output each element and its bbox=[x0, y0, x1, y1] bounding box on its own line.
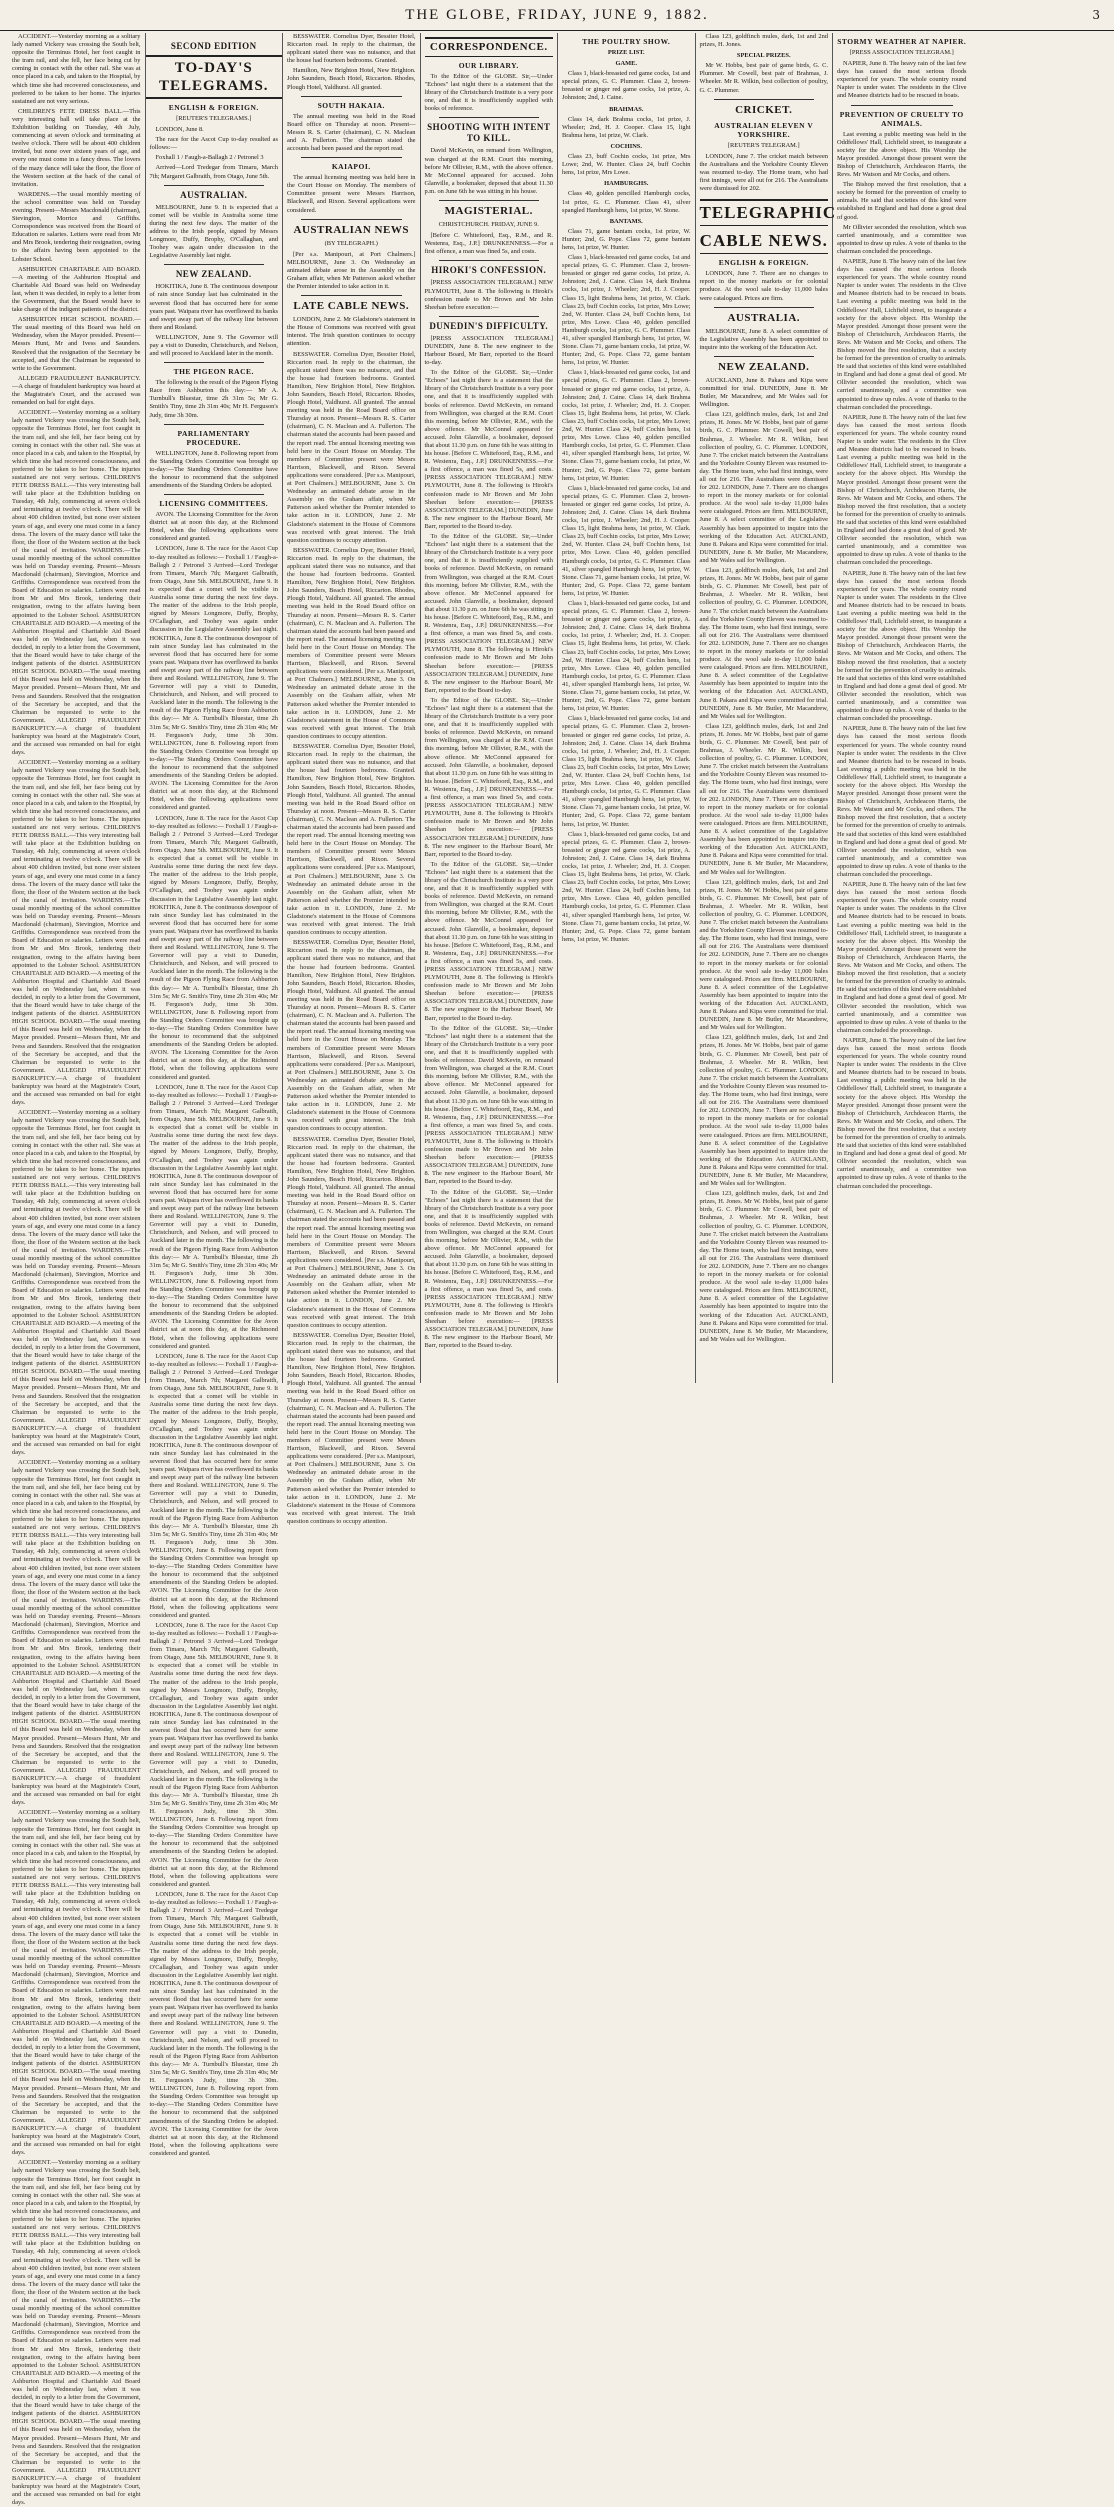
column-7-filler bbox=[837, 258, 967, 1191]
article-fancy-dress-ball: CHILDREN'S FETE DRESS BALL.—This very interesting ball will take place at the Exhibition building on Tuesday, 4th July, commencing at seven o'clock and terminating at twelve o'clock. There will be about 400 children invited, but none over sixteen years of age, and every one must come in a fancy dress. The lovers of the mazy dance will take the floor, the floor of the Western section at the back of the canal of invitation. bbox=[12, 107, 141, 188]
licensing-continued: BESSWATER. Cornelius Dyer, Bessiter Hotel, Riccarton road. In reply to the chairman, the applicant stated there was no nuisance, and that the house had fourteen bedrooms. Granted. bbox=[287, 33, 416, 65]
english-foreign-heading: ENGLISH & FOREIGN. bbox=[168, 103, 259, 112]
english-foreign-subheading: ENGLISH & FOREIGN. bbox=[718, 258, 809, 268]
masthead bbox=[0, 0, 1114, 31]
column-text-texture: LONDON, June 8. The race for the Ascot Cup to-day resulted as follows:— Foxhall 1 / Faugh-a-Ballagh 2 / Petronel 3 Arrived—Lord Tredegar from Timaru, March 7th; Margaret Galbraith, from Otago, June 5th. MELBOURNE, June 9. It is expected that a comet will be visible in Australia some time during the next few days. The matter of the address to the Irish people, signed by Messrs Longmore, Duffy, Brophy, O'Callaghan, and Toohey was again under discussion in the Legislative Assembly last night. HOKITIKA, June 8. The continuous downpour of rain since Sunday last has culminated in the severest flood that has occurred here for some years past. Waipara river has overflowed its banks and swept away part of the railway line between there and Rosland. WELLINGTON, June 9. The Governor will pay a visit to Dunedin, Christchurch, and Nelson, and will proceed to Auckland later in the month. The following is the result of the Pigeon Flying Race from Ashburton this day:— Mr A. Turnbull's Bluestar, time 2h 31m 5s; Mr G. Smith's Tiny, time 2h 31m 40s; Mr H. Ferguson's Judy, time 3h 30m. WELLINGTON, June 8. Following report from the Standing Orders Committee was brought up to-day:—The Standing Orders Committee have the honour to recommend that the subjoined amendments of the Standing Orders be adopted. AVON. The Licensing Committee for the Avon district sat at noon this day, at the Richmond Hotel, when the following applications were considered and granted. bbox=[149, 545, 278, 812]
prevention-cruelty-heading: PREVENTION OF CRUELTY TO ANIMALS. bbox=[839, 109, 964, 128]
article-high-school-board: ASHBURTON HIGH SCHOOL BOARD.—The usual meeting of this Board was held on Wednesday, when the Mayor presided. Present—Messrs Hunt, Mr and Ivess and Saunders. Resolved that the resignation of the Secretary be accepted, and that the Chairman be requested to write to the Government. bbox=[12, 316, 141, 372]
column-text-texture: LONDON, June 8. The race for the Ascot Cup to-day resulted as follows:— Foxhall 1 / Faugh-a-Ballagh 2 / Petronel 3 Arrived—Lord Tredegar from Timaru, March 7th; Margaret Galbraith, from Otago, June 5th. MELBOURNE, June 9. It is expected that a comet will be visible in Australia some time during the next few days. The matter of the address to the Irish people, signed by Messrs Longmore, Duffy, Brophy, O'Callaghan, and Toohey was again under discussion in the Legislative Assembly last night. HOKITIKA, June 8. The continuous downpour of rain since Sunday last has culminated in the severest flood that has occurred here for some years past. Waipara river has overflowed its banks and swept away part of the railway line between there and Rosland. WELLINGTON, June 9. The Governor will pay a visit to Dunedin, Christchurch, and Nelson, and will proceed to Auckland later in the month. The following is the result of the Pigeon Flying Race from Ashburton this day:— Mr A. Turnbull's Bluestar, time 2h 31m 5s; Mr G. Smith's Tiny, time 2h 31m 40s; Mr H. Ferguson's Judy, time 3h 30m. WELLINGTON, June 8. Following report from the Standing Orders Committee was brought up to-day:—The Standing Orders Committee have the honour to recommend that the subjoined amendments of the Standing Orders be adopted. AVON. The Licensing Committee for the Avon district sat at noon this day, at the Richmond Hotel, when the following applications were considered and granted. bbox=[149, 1083, 278, 1350]
kaiapoi-heading: KAIAPOI. bbox=[331, 162, 371, 172]
column-text-texture: ACCIDENT.—Yesterday morning as a solitary lady named Vickery was crossing the South belt, opposite the Terminus Hotel, her foot caught in the tram rail, and she fell, her face being cut by coming in contact with the other rail. She was at once placed in a cab, and taken to the Hospital, by which time she had recovered consciousness, and preferred to be taken to her home. The injuries sustained are not very serious. CHILDREN'S FETE DRESS BALL.—This very interesting ball will take place at the Exhibition building on Tuesday, 4th July, commencing at seven o'clock and terminating at twelve o'clock. There will be about 400 children invited, but none over sixteen years of age, and every one must come in a fancy dress. The lovers of the mazy dance will take the floor, the floor of the Western section at the back of the canal of invitation. WARDENS.—The usual monthly meeting of the school committee was held on Tuesday evening. Present—Messrs Macdonald (chairman), Stevington, Morrice and Griffiths. Correspondence was received from the Board of Education re salaries. Letters were read from Mr and Mrs Brook, tendering their resignation, owing to the affairs having been appointed to the Lobster School. ASHBURTON CHARITABLE AID BOARD.—A meeting of the Ashburton Hospital and Charitable Aid Board was held on Wednesday last, when it was decided, in reply to a letter from the Government, that the Board would have to take charge of the indigent patients of the district. ASHBURTON HIGH SCHOOL BOARD.—The usual meeting of this Board was held on Wednesday, when the Mayor presided. Present—Messrs Hunt, Mr and Ivess and Saunders. Resolved that the resignation of the Secretary be accepted, and that the Chairman be requested to write to the Government. ALLEGED FRAUDULENT BANKRUPTCY.—A charge of fraudulent bankruptcy was heard at the Magistrate's Court, and the accused was remanded on bail for eight days. bbox=[12, 759, 141, 1107]
new-zealand-heading: NEW ZEALAND. bbox=[175, 269, 252, 280]
masthead-title: THE GLOBE, FRIDAY, JUNE 9, 1882. bbox=[405, 7, 709, 23]
licensing-avon: AVON. The Licensing Committee for the Avon district sat at noon this day, at the Richmond Hotel, when the following applications were considered and granted. bbox=[149, 511, 278, 543]
prevention-cruelty-report: Last evening a public meeting was held in the Oddfellows' Hall, Lichfield street, to inaugurate a society for the above object. His Worship the Mayor presided. Amongst those present were the Bishop of Christchurch, Archdeacon Harris, the Revs. Mr Watson and Mr Cocks, and others. bbox=[837, 130, 967, 179]
column-3 bbox=[283, 33, 421, 1525]
column-1 bbox=[8, 33, 146, 2507]
column-text-texture: Class 1, black-breasted red game cocks, 1st and special prizes, G. C. Plummer. Class 2, brown-breasted or ginger red game cocks, 1st prize, A. Johnston; 2nd, J. Caine. Class 14, dark Brahma cocks, 1st prize, J. Wheeler; 2nd, H. J. Cooper. Class 15, light Brahma hens, 1st prize, W. Clark. Class 23, buff Cochin cocks, 1st prize, Mrs Lowe; 2nd, W. Hunter. Class 24, buff Cochin hens, 1st prize, Mrs Lowe. Class 40, golden pencilled Hamburgh cocks, 1st prize, G. C. Plummer. Class 41, silver spangled Hamburgh hens, 1st prize, W. Stone. Class 71, game bantam cocks, 1st prize, W. Hunter; 2nd, G. Pope. Class 72, game bantam hens, 1st prize, W. Hunter. bbox=[562, 830, 691, 943]
dunedin-report: [PRESS ASSOCIATION TELEGRAM.] DUNEDIN, June 8. The new engineer to the Harbour Board, Mr Barr, reported to the Board to-day. bbox=[424, 334, 553, 367]
new-zealand-heading-2: NEW ZEALAND. bbox=[718, 360, 810, 373]
column-text-texture: To the Editor of the GLOBE. Sir,—Under "Echoes" last night there is a statement that the library of the Christchurch Institute is a very poor one, and that it is insufficiently supplied with books of reference. David McKevin, on remand from Wellington, was charged at the R.M. Court this morning, before Mr Ollivier, R.M., with the above offence. Mr McConnel appeared for accused. John Glanville, a bookmaker, deposed that about 11.30 p.m. on June 6th he was sitting in his house. [Before C. Whitefoord, Esq., R.M., and R. Westenra, Esq., J.P.] DRUNKENNESS.—For a first offence, a man was fined 5s, and costs. [PRESS ASSOCIATION TELEGRAM.] NEW PLYMOUTH, June 8. The following is Hiroki's confession made to Mr Brown and Mr John Sheehan before execution:— [PRESS ASSOCIATION TELEGRAM.] DUNEDIN, June 8. The new engineer to the Harbour Board, Mr Barr, reported to the Board to-day. bbox=[424, 1188, 553, 1350]
column-text-texture: BESSWATER. Cornelius Dyer, Bessiter Hotel, Riccarton road. In reply to the chairman, the applicant stated there was no nuisance, and that the house had fourteen bedrooms. Granted. Hamilton, New Brighton Hotel, New Brighton. John Saunders, Beach Hotel, Riccarton. Rhodes, Plough Hotel, Yaldhurst. All granted. The annual meeting was held in the Road Board office on Thursday at noon. Present—Messrs R. S. Carter (chairman), C. N. Maclean and A. Fullerton. The chairman stated the accounts had been passed and the report read. The annual licensing meeting was held here in the Court House on Monday. The members of Committee present were Messrs Harrison, Blackwell, and Rixon. Several applications were considered. [Per s.s. Manipouri, at Port Chalmers.] MELBOURNE, June 3. On Wednesday an animated debate arose in the Assembly on the Graham affair, when Mr Patterson asked whether the Premier intended to take action in it. LONDON, June 2. Mr Gladstone's statement in the House of Commons was received with great interest. The Irish question continues to occupy attention. bbox=[287, 546, 416, 740]
melbourne-report: MELBOURNE, June 9. It is expected that a comet will be visible in Australia some time during the next few days. The matter of the address to the Irish people, signed by Messrs Longmore, Duffy, Brophy, O'Callaghan, and Toohey was again under discussion in the Legislative Assembly last night. bbox=[149, 203, 278, 260]
divider bbox=[301, 219, 402, 220]
south-rakaia-report: The annual meeting was held in the Road Board office on Thursday at noon. Present—Messrs R. S. Carter (chairman), C. N. Maclean and A. Fullerton. The chairman stated the accounts had been passed and the report read. bbox=[287, 112, 416, 153]
poultry-show-heading: THE POULTRY SHOW. bbox=[582, 37, 671, 46]
divider bbox=[439, 260, 540, 261]
late-cable-news-report: LONDON, June 2. Mr Gladstone's statement in the House of Commons was received with great interest. The Irish question continues to occupy attention. bbox=[287, 316, 416, 348]
cochins-heading: COCHINS. bbox=[610, 142, 642, 150]
divider bbox=[439, 117, 540, 118]
cricket-heading: CRICKET. bbox=[735, 103, 793, 116]
column-text-texture: LONDON, June 8. The race for the Ascot Cup to-day resulted as follows:— Foxhall 1 / Faugh-a-Ballagh 2 / Petronel 3 Arrived—Lord Tredegar from Timaru, March 7th; Margaret Galbraith, from Otago, June 5th. MELBOURNE, June 9. It is expected that a comet will be visible in Australia some time during the next few days. The matter of the address to the Irish people, signed by Messrs Longmore, Duffy, Brophy, O'Callaghan, and Toohey was again under discussion in the Legislative Assembly last night. HOKITIKA, June 8. The continuous downpour of rain since Sunday last has culminated in the severest flood that has occurred here for some years past. Waipara river has overflowed its banks and swept away part of the railway line between there and Rosland. WELLINGTON, June 9. The Governor will pay a visit to Dunedin, Christchurch, and Nelson, and will proceed to Auckland later in the month. The following is the result of the Pigeon Flying Race from Ashburton this day:— Mr A. Turnbull's Bluestar, time 2h 31m 5s; Mr G. Smith's Tiny, time 2h 31m 40s; Mr H. Ferguson's Judy, time 3h 30m. WELLINGTON, June 8. Following report from the Standing Orders Committee was brought up to-day:—The Standing Orders Committee have the honour to recommend that the subjoined amendments of the Standing Orders be adopted. AVON. The Licensing Committee for the Avon district sat at noon this day, at the Richmond Hotel, when the following applications were considered and granted. bbox=[149, 1890, 278, 2157]
prevention-cruelty-report-2: The Bishop moved the first resolution, that a society be formed for the prevention of cruelty to animals. He said that societies of this kind were established in England and had done a great deal of good. bbox=[837, 181, 967, 221]
arrivals: Arrived—Lord Tredegar from Timaru, March 7th; Margaret Galbraith, from Otago, June 5th. bbox=[149, 164, 278, 180]
telegraphic-heading: TELEGRAPHIC bbox=[700, 199, 829, 226]
column-text-texture: Class 123, goldfinch mules, dark, 1st and 2nd prizes, H. Jones. Mr W. Hobbs, best pair of game birds, G. C. Plummer. Mr Cowell, best pair of Brahmas, J. Wheeler. Mr R. Wilkin, best collection of poultry, G. C. Plummer. LONDON, June 7. The cricket match between the Australians and the Yorkshire County Eleven was resumed to-day. The Home team, who had first innings, were all out for 216. The Australians were dismissed for 202. LONDON, June 7. There are no changes to report in the money markets or for colonial produce. At the wool sale to-day 11,000 bales were catalogued. Prices are firm. MELBOURNE, June 8. A select committee of the Legislative Assembly has been appointed to inquire into the working of the Education Act. AUCKLAND, June 8. Pakara and Kipa were committed for trial. DUNEDIN, June 8. Mr Butler, Mr Macandrew, and Mr Wales sail for Wellington. bbox=[699, 1190, 828, 1343]
todays-telegrams-heading: TO-DAY'S TELEGRAMS. bbox=[146, 55, 283, 99]
column-text-texture: BESSWATER. Cornelius Dyer, Bessiter Hotel, Riccarton road. In reply to the chairman, the applicant stated there was no nuisance, and that the house had fourteen bedrooms. Granted. Hamilton, New Brighton Hotel, New Brighton. John Saunders, Beach Hotel, Riccarton. Rhodes, Plough Hotel, Yaldhurst. All granted. The annual meeting was held in the Road Board office on Thursday at noon. Present—Messrs R. S. Carter (chairman), C. N. Maclean and A. Fullerton. The chairman stated the accounts had been passed and the report read. The annual licensing meeting was held here in the Court House on Monday. The members of Committee present were Messrs Harrison, Blackwell, and Rixon. Several applications were considered. [Per s.s. Manipouri, at Port Chalmers.] MELBOURNE, June 3. On Wednesday an animated debate arose in the Assembly on the Graham affair, when Mr Patterson asked whether the Premier intended to take action in it. LONDON, June 2. Mr Gladstone's statement in the House of Commons was received with great interest. The Irish question continues to occupy attention. bbox=[287, 743, 416, 937]
new-zealand-report: AUCKLAND, June 8. Pakara and Kipa were committed for trial. DUNEDIN, June 8. Mr Butler, Mr Macandrew, and Mr Wales sail for Wellington. bbox=[699, 376, 828, 409]
game-prizes: Class 1, black-breasted red game cocks, 1st and special prizes, G. C. Plummer. Class 2, brown-breasted or ginger red game cocks, 1st prize, A. Johnston; 2nd, J. Caine. bbox=[562, 70, 691, 102]
australian-news-report: [Per s.s. Manipouri, at Port Chalmers.] MELBOURNE, June 3. On Wednesday an animated debate arose in the Assembly on the Graham affair, when Mr Patterson asked whether the Premier intended to take action in it. bbox=[287, 250, 416, 291]
column-text-texture: BESSWATER. Cornelius Dyer, Bessiter Hotel, Riccarton road. In reply to the chairman, the applicant stated there was no nuisance, and that the house had fourteen bedrooms. Granted. Hamilton, New Brighton Hotel, New Brighton. John Saunders, Beach Hotel, Riccarton. Rhodes, Plough Hotel, Yaldhurst. All granted. The annual meeting was held in the Road Board office on Thursday at noon. Present—Messrs R. S. Carter (chairman), C. N. Maclean and A. Fullerton. The chairman stated the accounts had been passed and the report read. The annual licensing meeting was held here in the Court House on Monday. The members of Committee present were Messrs Harrison, Blackwell, and Rixon. Several applications were considered. [Per s.s. Manipouri, at Port Chalmers.] MELBOURNE, June 3. On Wednesday an animated debate arose in the Assembly on the Graham affair, when Mr Patterson asked whether the Premier intended to take action in it. LONDON, June 2. Mr Gladstone's statement in the House of Commons was received with great interest. The Irish question continues to occupy attention. bbox=[287, 1331, 416, 1525]
divider bbox=[164, 494, 265, 495]
column-text-texture: Class 123, goldfinch mules, dark, 1st and 2nd prizes, H. Jones. Mr W. Hobbs, best pair of game birds, G. C. Plummer. Mr Cowell, best pair of Brahmas, J. Wheeler. Mr R. Wilkin, best collection of poultry, G. C. Plummer. LONDON, June 7. The cricket match between the Australians and the Yorkshire County Eleven was resumed to-day. The Home team, who had first innings, were all out for 216. The Australians were dismissed for 202. LONDON, June 7. There are no changes to report in the money markets or for colonial produce. At the wool sale to-day 11,000 bales were catalogued. Prices are firm. MELBOURNE, June 8. A select committee of the Legislative Assembly has been appointed to inquire into the working of the Education Act. AUCKLAND, June 8. Pakara and Kipa were committed for trial. DUNEDIN, June 8. Mr Butler, Mr Macandrew, and Mr Wales sail for Wellington. bbox=[699, 567, 828, 720]
library-letter: To the Editor of the GLOBE. Sir,—Under "Echoes" last night there is a statement that the library of the Christchurch Institute is a very poor one, and that it is insufficiently supplied with books of reference. bbox=[424, 73, 553, 113]
column-text-texture: Class 123, goldfinch mules, dark, 1st and 2nd prizes, H. Jones. Mr W. Hobbs, best pair of game birds, G. C. Plummer. Mr Cowell, best pair of Brahmas, J. Wheeler. Mr R. Wilkin, best collection of poultry, G. C. Plummer. LONDON, June 7. The cricket match between the Australians and the Yorkshire County Eleven was resumed to-day. The Home team, who had first innings, were all out for 216. The Australians were dismissed for 202. LONDON, June 7. There are no changes to report in the money markets or for colonial produce. At the wool sale to-day 11,000 bales were catalogued. Prices are firm. MELBOURNE, June 8. A select committee of the Legislative Assembly has been appointed to inquire into the working of the Education Act. AUCKLAND, June 8. Pakara and Kipa were committed for trial. DUNEDIN, June 8. Mr Butler, Mr Macandrew, and Mr Wales sail for Wellington. bbox=[699, 878, 828, 1032]
reuters-credit: [REUTER'S TELEGRAMS.] bbox=[176, 115, 252, 122]
cricket-credit: [REUTER'S TELEGRAM.] bbox=[727, 141, 800, 149]
prize-list-continued: Class 123, goldfinch mules, dark, 1st and 2nd prizes, H. Jones. bbox=[699, 33, 828, 49]
column-text-texture: Class 1, black-breasted red game cocks, 1st and special prizes, G. C. Plummer. Class 2, brown-breasted or ginger red game cocks, 1st prize, A. Johnston; 2nd, J. Caine. Class 14, dark Brahma cocks, 1st prize, J. Wheeler; 2nd, H. J. Cooper. Class 15, light Brahma hens, 1st prize, W. Clark. Class 23, buff Cochin cocks, 1st prize, Mrs Lowe; 2nd, W. Hunter. Class 24, buff Cochin hens, 1st prize, Mrs Lowe. Class 40, golden pencilled Hamburgh cocks, 1st prize, G. C. Plummer. Class 41, silver spangled Hamburgh hens, 1st prize, W. Stone. Class 71, game bantam cocks, 1st prize, W. Hunter; 2nd, G. Pope. Class 72, game bantam hens, 1st prize, W. Hunter. bbox=[562, 484, 691, 597]
column-text-texture: NAPIER, June 8. The heavy rain of the last few days has caused the most serious floods experienced for years. The whole country round Napier is under water. The residents in the Clive and Meanee districts had to be rescued in boats. Last evening a public meeting was held in the Oddfellows' Hall, Lichfield street, to inaugurate a society for the above object. His Worship the Mayor presided. Amongst those present were the Bishop of Christchurch, Archdeacon Harris, the Revs. Mr Watson and Mr Cocks, and others. The Bishop moved the first resolution, that a society be formed for the prevention of cruelty to animals. He said that societies of this kind were established in England and had done a great deal of good. Mr Ollivier seconded the resolution, which was carried unanimously, and a committee was appointed to draw up rules. A vote of thanks to the chairman concluded the proceedings. bbox=[837, 725, 967, 878]
cricket-report: LONDON, June 7. The cricket match between the Australians and the Yorkshire County Eleven was resumed to-day. The Home team, who had first innings, were all out for 216. The Australians were dismissed for 202. bbox=[699, 152, 828, 193]
column-5 bbox=[558, 33, 696, 1383]
pigeon-race-heading: THE PIGEON RACE. bbox=[173, 367, 254, 377]
article-charitable-aid: ASHBURTON CHARITABLE AID BOARD.—A meeting of the Ashburton Hospital and Charitable Aid Board was held on Wednesday last, when it was decided, in reply to a letter from the Government, that the Board would have to take charge of the indigent patients of the district. bbox=[12, 265, 141, 314]
column-text-texture: NAPIER, June 8. The heavy rain of the last few days has caused the most serious floods experienced for years. The whole country round Napier is under water. The residents in the Clive and Meanee districts had to be rescued in boats. Last evening a public meeting was held in the Oddfellows' Hall, Lichfield street, to inaugurate a society for the above object. His Worship the Mayor presided. Amongst those present were the Bishop of Christchurch, Archdeacon Harris, the Revs. Mr Watson and Mr Cocks, and others. The Bishop moved the first resolution, that a society be formed for the prevention of cruelty to animals. He said that societies of this kind were established in England and had done a great deal of good. Mr Ollivier seconded the resolution, which was carried unanimously, and a committee was appointed to draw up rules. A vote of thanks to the chairman concluded the proceedings. bbox=[837, 413, 967, 567]
shooting-report: David McKevin, on remand from Wellington, was charged at the R.M. Court this morning, before Mr Ollivier, R.M., with the above offence. Mr McConnel appeared for accused. John Glanville, a bookmaker, deposed that about 11.30 p.m. on June 6th he was sitting in his house. bbox=[424, 147, 553, 195]
parliamentary-heading: PARLIAMENTARY PROCEDURE. bbox=[177, 428, 251, 447]
telegraph-credit: (BY TELEGRAPH.) bbox=[324, 239, 378, 247]
wellington-report: WELLINGTON, June 9. The Governor will pay a visit to Dunedin, Christchurch, and Nelson, and will proceed to Auckland later in the month. bbox=[149, 333, 278, 358]
column-4-filler bbox=[425, 369, 554, 1350]
hiroki-heading: HIROKI'S CONFESSION. bbox=[431, 265, 547, 276]
special-prizes: Mr W. Hobbs, best pair of game birds, G. C. Plummer. Mr Cowell, best pair of Brahmas, J. Wheeler. Mr R. Wilkin, best collection of poultry, G. C. Plummer. bbox=[699, 62, 828, 94]
column-text-texture: Class 123, goldfinch mules, dark, 1st and 2nd prizes, H. Jones. Mr W. Hobbs, best pair of game birds, G. C. Plummer. Mr Cowell, best pair of Brahmas, J. Wheeler. Mr R. Wilkin, best collection of poultry, G. C. Plummer. LONDON, June 7. The cricket match between the Australians and the Yorkshire County Eleven was resumed to-day. The Home team, who had first innings, were all out for 216. The Australians were dismissed for 202. LONDON, June 7. There are no changes to report in the money markets or for colonial produce. At the wool sale to-day 11,000 bales were catalogued. Prices are firm. MELBOURNE, June 8. A select committee of the Legislative Assembly has been appointed to inquire into the working of the Education Act. AUCKLAND, June 8. Pakara and Kipa were committed for trial. DUNEDIN, June 8. Mr Butler, Mr Macandrew, and Mr Wales sail for Wellington. bbox=[699, 411, 828, 564]
divider bbox=[164, 362, 265, 363]
column-text-texture: NAPIER, June 8. The heavy rain of the last few days has caused the most serious floods experienced for years. The whole country round Napier is under water. The residents in the Clive and Meanee districts had to be rescued in boats. Last evening a public meeting was held in the Oddfellows' Hall, Lichfield street, to inaugurate a society for the above object. His Worship the Mayor presided. Amongst those present were the Bishop of Christchurch, Archdeacon Harris, the Revs. Mr Watson and Mr Cocks, and others. The Bishop moved the first resolution, that a society be formed for the prevention of cruelty to animals. He said that societies of this kind were established in England and had done a great deal of good. Mr Ollivier seconded the resolution, which was carried unanimously, and a committee was appointed to draw up rules. A vote of thanks to the chairman concluded the proceedings. bbox=[837, 569, 967, 723]
column-5-filler bbox=[562, 254, 691, 944]
australia-report: MELBOURNE, June 8. A select committee of the Legislative Assembly has been appointed to inquire into the working of the Education Act. bbox=[699, 327, 828, 351]
divider bbox=[851, 105, 953, 106]
column-text-texture: To the Editor of the GLOBE. Sir,—Under "Echoes" last night there is a statement that the library of the Christchurch Institute is a very poor one, and that it is insufficiently supplied with books of reference. David McKevin, on remand from Wellington, was charged at the R.M. Court this morning, before Mr Ollivier, R.M., with the above offence. Mr McConnel appeared for accused. John Glanville, a bookmaker, deposed that about 11.30 p.m. on June 6th he was sitting in his house. [Before C. Whitefoord, Esq., R.M., and R. Westenra, Esq., J.P.] DRUNKENNESS.—For a first offence, a man was fined 5s, and costs. [PRESS ASSOCIATION TELEGRAM.] NEW PLYMOUTH, June 8. The following is Hiroki's confession made to Mr Brown and Mr John Sheehan before execution:— [PRESS ASSOCIATION TELEGRAM.] DUNEDIN, June 8. The new engineer to the Harbour Board, Mr Barr, reported to the Board to-day. bbox=[424, 1024, 553, 1186]
column-6 bbox=[696, 33, 837, 1383]
kaiapoi-report: The annual licensing meeting was held here in the Court House on Monday. The members of Committee present were Messrs Harrison, Blackwell, and Rixon. Several applications were considered. bbox=[287, 174, 416, 214]
magisterial-subheading: CHRISTCHURCH. FRIDAY, JUNE 9. bbox=[438, 221, 539, 229]
game-heading: GAME. bbox=[615, 60, 637, 68]
column-text-texture: To the Editor of the GLOBE. Sir,—Under "Echoes" last night there is a statement that the library of the Christchurch Institute is a very poor one, and that it is insufficiently supplied with books of reference. David McKevin, on remand from Wellington, was charged at the R.M. Court this morning, before Mr Ollivier, R.M., with the above offence. Mr McConnel appeared for accused. John Glanville, a bookmaker, deposed that about 11.30 p.m. on June 6th he was sitting in his house. [Before C. Whitefoord, Esq., R.M., and R. Westenra, Esq., J.P.] DRUNKENNESS.—For a first offence, a man was fined 5s, and costs. [PRESS ASSOCIATION TELEGRAM.] NEW PLYMOUTH, June 8. The following is Hiroki's confession made to Mr Brown and Mr John Sheehan before execution:— [PRESS ASSOCIATION TELEGRAM.] DUNEDIN, June 8. The new engineer to the Harbour Board, Mr Barr, reported to the Board to-day. bbox=[424, 696, 553, 858]
magisterial-heading: MAGISTERIAL. bbox=[444, 205, 533, 218]
column-text-texture: BESSWATER. Cornelius Dyer, Bessiter Hotel, Riccarton road. In reply to the chairman, the applicant stated there was no nuisance, and that the house had fourteen bedrooms. Granted. Hamilton, New Brighton Hotel, New Brighton. John Saunders, Beach Hotel, Riccarton. Rhodes, Plough Hotel, Yaldhurst. All granted. The annual meeting was held in the Road Board office on Thursday at noon. Present—Messrs R. S. Carter (chairman), C. N. Maclean and A. Fullerton. The chairman stated the accounts had been passed and the report read. The annual licensing meeting was held here in the Court House on Monday. The members of Committee present were Messrs Harrison, Blackwell, and Rixon. Several applications were considered. [Per s.s. Manipouri, at Port Chalmers.] MELBOURNE, June 3. On Wednesday an animated debate arose in the Assembly on the Graham affair, when Mr Patterson asked whether the Premier intended to take action in it. LONDON, June 2. Mr Gladstone's statement in the House of Commons was received with great interest. The Irish question continues to occupy attention. bbox=[287, 939, 416, 1133]
brahma-prizes: Class 14, dark Brahma cocks, 1st prize, J. Wheeler; 2nd, H. J. Cooper. Class 15, light Brahma hens, 1st prize, W. Clark. bbox=[562, 115, 691, 139]
column-text-texture: BESSWATER. Cornelius Dyer, Bessiter Hotel, Riccarton road. In reply to the chairman, the applicant stated there was no nuisance, and that the house had fourteen bedrooms. Granted. Hamilton, New Brighton Hotel, New Brighton. John Saunders, Beach Hotel, Riccarton. Rhodes, Plough Hotel, Yaldhurst. All granted. The annual meeting was held in the Road Board office on Thursday at noon. Present—Messrs R. S. Carter (chairman), C. N. Maclean and A. Fullerton. The chairman stated the accounts had been passed and the report read. The annual licensing meeting was held here in the Court House on Monday. The members of Committee present were Messrs Harrison, Blackwell, and Rixon. Several applications were considered. [Per s.s. Manipouri, at Port Chalmers.] MELBOURNE, June 3. On Wednesday an animated debate arose in the Assembly on the Graham affair, when Mr Patterson asked whether the Premier intended to take action in it. LONDON, June 2. Mr Gladstone's statement in the House of Commons was received with great interest. The Irish question continues to occupy attention. bbox=[287, 1135, 416, 1329]
divider bbox=[439, 316, 540, 317]
second-edition-heading: SECOND EDITION bbox=[170, 41, 257, 51]
column-7 bbox=[833, 33, 971, 1383]
licensing-heading: LICENSING COMMITTEES. bbox=[159, 499, 269, 509]
late-cable-news-heading: LATE CABLE NEWS. bbox=[293, 300, 410, 313]
stormy-weather-report: NAPIER, June 8. The heavy rain of the last few days has caused the most serious floods experienced for years. The whole country round Napier is under water. The residents in the Clive and Meanee districts had to be rescued in boats. bbox=[837, 60, 967, 100]
page-number: 3 bbox=[1092, 8, 1100, 22]
dateline-london: LONDON, June 8. bbox=[155, 126, 204, 134]
column-text-texture: NAPIER, June 8. The heavy rain of the last few days has caused the most serious floods experienced for years. The whole country round Napier is under water. The residents in the Clive and Meanee districts had to be rescued in boats. Last evening a public meeting was held in the Oddfellows' Hall, Lichfield street, to inaugurate a society for the above object. His Worship the Mayor presided. Amongst those present were the Bishop of Christchurch, Archdeacon Harris, the Revs. Mr Watson and Mr Cocks, and others. The Bishop moved the first resolution, that a society be formed for the prevention of cruelty to animals. He said that societies of this kind were established in England and had done a great deal of good. Mr Ollivier seconded the resolution, which was carried unanimously, and a committee was appointed to draw up rules. A vote of thanks to the chairman concluded the proceedings. bbox=[837, 1036, 967, 1190]
divider bbox=[164, 264, 265, 265]
ascot-results: Foxhall 1 / Faugh-a-Ballagh 2 / Petronel 3 bbox=[155, 154, 264, 162]
dunedin-heading: DUNEDIN'S DIFFICULTY. bbox=[429, 320, 549, 331]
column-text-texture: Class 1, black-breasted red game cocks, 1st and special prizes, G. C. Plummer. Class 2, brown-breasted or ginger red game cocks, 1st prize, A. Johnston; 2nd, J. Caine. Class 14, dark Brahma cocks, 1st prize, J. Wheeler; 2nd, H. J. Cooper. Class 15, light Brahma hens, 1st prize, W. Clark. Class 23, buff Cochin cocks, 1st prize, Mrs Lowe; 2nd, W. Hunter. Class 24, buff Cochin hens, 1st prize, Mrs Lowe. Class 40, golden pencilled Hamburgh cocks, 1st prize, G. C. Plummer. Class 41, silver spangled Hamburgh hens, 1st prize, W. Stone. Class 71, game bantam cocks, 1st prize, W. Hunter; 2nd, G. Pope. Class 72, game bantam hens, 1st prize, W. Hunter. bbox=[562, 715, 691, 828]
column-6-filler bbox=[700, 411, 829, 1344]
column-text-texture: To the Editor of the GLOBE. Sir,—Under "Echoes" last night there is a statement that the library of the Christchurch Institute is a very poor one, and that it is insufficiently supplied with books of reference. David McKevin, on remand from Wellington, was charged at the R.M. Court this morning, before Mr Ollivier, R.M., with the above offence. Mr McConnel appeared for accused. John Glanville, a bookmaker, deposed that about 11.30 p.m. on June 6th he was sitting in his house. [Before C. Whitefoord, Esq., R.M., and R. Westenra, Esq., J.P.] DRUNKENNESS.—For a first offence, a man was fined 5s, and costs. [PRESS ASSOCIATION TELEGRAM.] NEW PLYMOUTH, June 8. The following is Hiroki's confession made to Mr Brown and Mr John Sheehan before execution:— [PRESS ASSOCIATION TELEGRAM.] DUNEDIN, June 8. The new engineer to the Harbour Board, Mr Barr, reported to the Board to-day. bbox=[424, 369, 553, 530]
column-text-texture: ACCIDENT.—Yesterday morning as a solitary lady named Vickery was crossing the South belt, opposite the Terminus Hotel, her foot caught in the tram rail, and she fell, her face being cut by coming in contact with the other rail. She was at once placed in a cab, and taken to the Hospital, by which time she had recovered consciousness, and preferred to be taken to her home. The injuries sustained are not very serious. CHILDREN'S FETE DRESS BALL.—This very interesting ball will take place at the Exhibition building on Tuesday, 4th July, commencing at seven o'clock and terminating at twelve o'clock. There will be about 400 children invited, but none over sixteen years of age, and every one must come in a fancy dress. The lovers of the mazy dance will take the floor, the floor of the Western section at the back of the canal of invitation. WARDENS.—The usual monthly meeting of the school committee was held on Tuesday evening. Present—Messrs Macdonald (chairman), Stevington, Morrice and Griffiths. Correspondence was received from the Board of Education re salaries. Letters were read from Mr and Mrs Brook, tendering their resignation, owing to the affairs having been appointed to the Lobster School. ASHBURTON CHARITABLE AID BOARD.—A meeting of the Ashburton Hospital and Charitable Aid Board was held on Wednesday last, when it was decided, in reply to a letter from the Government, that the Board would have to take charge of the indigent patients of the district. ASHBURTON HIGH SCHOOL BOARD.—The usual meeting of this Board was held on Wednesday, when the Mayor presided. Present—Messrs Hunt, Mr and Ivess and Saunders. Resolved that the resignation of the Secretary be accepted, and that the Chairman be requested to write to the Government. ALLEGED FRAUDULENT BANKRUPTCY.—A charge of fraudulent bankruptcy was heard at the Magistrate's Court, and the accused was remanded on bail for eight days. bbox=[12, 1109, 141, 1457]
divider bbox=[164, 424, 265, 425]
cable-news-heading: CABLE NEWS. bbox=[700, 229, 829, 254]
column-text-texture: NAPIER, June 8. The heavy rain of the last few days has caused the most serious floods experienced for years. The whole country round Napier is under water. The residents in the Clive and Meanee districts had to be rescued in boats. Last evening a public meeting was held in the Oddfellows' Hall, Lichfield street, to inaugurate a society for the above object. His Worship the Mayor presided. Amongst those present were the Bishop of Christchurch, Archdeacon Harris, the Revs. Mr Watson and Mr Cocks, and others. The Bishop moved the first resolution, that a society be formed for the prevention of cruelty to animals. He said that societies of this kind were established in England and had done a great deal of good. Mr Ollivier seconded the resolution, which was carried unanimously, and a committee was appointed to draw up rules. A vote of thanks to the chairman concluded the proceedings. bbox=[837, 881, 967, 1034]
stormy-weather-heading: STORMY WEATHER AT NAPIER. bbox=[837, 37, 967, 46]
article-accident: ACCIDENT.—Yesterday morning as a solitary lady named Vickery was crossing the South belt, opposite the Terminus Hotel, her foot caught in the tram rail, and she fell, her face being cut by coming in contact with the other rail. She was at once placed in a cab, and taken to the Hospital, by which time she had recovered consciousness, and preferred to be taken to her home. The injuries sustained are not very serious. bbox=[12, 33, 141, 105]
south-rakaia-heading: SOUTH HAKAIA. bbox=[317, 100, 385, 110]
column-text-texture: Class 1, black-breasted red game cocks, 1st and special prizes, G. C. Plummer. Class 2, brown-breasted or ginger red game cocks, 1st prize, A. Johnston; 2nd, J. Caine. Class 14, dark Brahma cocks, 1st prize, J. Wheeler; 2nd, H. J. Cooper. Class 15, light Brahma hens, 1st prize, W. Clark. Class 23, buff Cochin cocks, 1st prize, Mrs Lowe; 2nd, W. Hunter. Class 24, buff Cochin hens, 1st prize, Mrs Lowe. Class 40, golden pencilled Hamburgh cocks, 1st prize, G. C. Plummer. Class 41, silver spangled Hamburgh hens, 1st prize, W. Stone. Class 71, game bantam cocks, 1st prize, W. Hunter; 2nd, G. Pope. Class 72, game bantam hens, 1st prize, W. Hunter. bbox=[562, 254, 691, 367]
cricket-subheading: AUSTRALIAN ELEVEN V YORKSHIRE. bbox=[714, 120, 814, 139]
column-text-texture: LONDON, June 8. The race for the Ascot Cup to-day resulted as follows:— Foxhall 1 / Faugh-a-Ballagh 2 / Petronel 3 Arrived—Lord Tredegar from Timaru, March 7th; Margaret Galbraith, from Otago, June 5th. MELBOURNE, June 9. It is expected that a comet will be visible in Australia some time during the next few days. The matter of the address to the Irish people, signed by Messrs Longmore, Duffy, Brophy, O'Callaghan, and Toohey was again under discussion in the Legislative Assembly last night. HOKITIKA, June 8. The continuous downpour of rain since Sunday last has culminated in the severest flood that has occurred here for some years past. Waipara river has overflowed its banks and swept away part of the railway line between there and Rosland. WELLINGTON, June 9. The Governor will pay a visit to Dunedin, Christchurch, and Nelson, and will proceed to Auckland later in the month. The following is the result of the Pigeon Flying Race from Ashburton this day:— Mr A. Turnbull's Bluestar, time 2h 31m 5s; Mr G. Smith's Tiny, time 2h 31m 40s; Mr H. Ferguson's Judy, time 3h 30m. WELLINGTON, June 8. Following report from the Standing Orders Committee was brought up to-day:—The Standing Orders Committee have the honour to recommend that the subjoined amendments of the Standing Orders be adopted. AVON. The Licensing Committee for the Avon district sat at noon this day, at the Richmond Hotel, when the following applications were considered and granted. bbox=[149, 1621, 278, 1888]
prevention-cruelty-report-3: Mr Ollivier seconded the resolution, which was carried unanimously, and a committee was appointed to draw up rules. A vote of thanks to the chairman concluded the proceedings. bbox=[837, 223, 967, 255]
australian-news-heading: AUSTRALIAN NEWS bbox=[293, 223, 409, 236]
column-text-texture: BESSWATER. Cornelius Dyer, Bessiter Hotel, Riccarton road. In reply to the chairman, the applicant stated there was no nuisance, and that the house had fourteen bedrooms. Granted. Hamilton, New Brighton Hotel, New Brighton. John Saunders, Beach Hotel, Riccarton. Rhodes, Plough Hotel, Yaldhurst. All granted. The annual meeting was held in the Road Board office on Thursday at noon. Present—Messrs R. S. Carter (chairman), C. N. Maclean and A. Fullerton. The chairman stated the accounts had been passed and the report read. The annual licensing meeting was held here in the Court House on Monday. The members of Committee present were Messrs Harrison, Blackwell, and Rixon. Several applications were considered. [Per s.s. Manipouri, at Port Chalmers.] MELBOURNE, June 3. On Wednesday an animated debate arose in the Assembly on the Graham affair, when Mr Patterson asked whether the Premier intended to take action in it. LONDON, June 2. Mr Gladstone's statement in the House of Commons was received with great interest. The Irish question continues to occupy attention. bbox=[287, 350, 416, 544]
column-text-texture: Class 123, goldfinch mules, dark, 1st and 2nd prizes, H. Jones. Mr W. Hobbs, best pair of game birds, G. C. Plummer. Mr Cowell, best pair of Brahmas, J. Wheeler. Mr R. Wilkin, best collection of poultry, G. C. Plummer. LONDON, June 7. The cricket match between the Australians and the Yorkshire County Eleven was resumed to-day. The Home team, who had first innings, were all out for 216. The Australians were dismissed for 202. LONDON, June 7. There are no changes to report in the money markets or for colonial produce. At the wool sale to-day 11,000 bales were catalogued. Prices are firm. MELBOURNE, June 8. A select committee of the Legislative Assembly has been appointed to inquire into the working of the Education Act. AUCKLAND, June 8. Pakara and Kipa were committed for trial. DUNEDIN, June 8. Mr Butler, Mr Macandrew, and Mr Wales sail for Wellington. bbox=[699, 1034, 828, 1188]
article-wardens: WARDENS.—The usual monthly meeting of the school committee was held on Tuesday evening. Present—Messrs Macdonald (chairman), Stevington, Morrice and Griffiths. Correspondence was received from the Board of Education re salaries. Letters were read from Mr and Mrs Brook, tendering their resignation, owing to the affairs having been appointed to the Lobster School. bbox=[12, 190, 141, 263]
press-association-credit: [PRESS ASSOCIATION TELEGRAM.] bbox=[849, 49, 954, 56]
ascot-lead: The race for the Ascot Cup to-day resulted as follows:— bbox=[149, 136, 278, 152]
hokitika-report: HOKITIKA, June 8. The continuous downpour of rain since Sunday last has culminated in the severest flood that has occurred here for some years past. Waipara river has overflowed its banks and swept away part of the railway line between there and Rosland. bbox=[149, 283, 278, 331]
column-text-texture: NAPIER, June 8. The heavy rain of the last few days has caused the most serious floods experienced for years. The whole country round Napier is under water. The residents in the Clive and Meanee districts had to be rescued in boats. Last evening a public meeting was held in the Oddfellows' Hall, Lichfield street, to inaugurate a society for the above object. His Worship the Mayor presided. Amongst those present were the Bishop of Christchurch, Archdeacon Harris, the Revs. Mr Watson and Mr Cocks, and others. The Bishop moved the first resolution, that a society be formed for the prevention of cruelty to animals. He said that societies of this kind were established in England and had done a great deal of good. Mr Ollivier seconded the resolution, which was carried unanimously, and a committee was appointed to draw up rules. A vote of thanks to the chairman concluded the proceedings. bbox=[837, 257, 967, 411]
column-text-texture: LONDON, June 8. The race for the Ascot Cup to-day resulted as follows:— Foxhall 1 / Faugh-a-Ballagh 2 / Petronel 3 Arrived—Lord Tredegar from Timaru, March 7th; Margaret Galbraith, from Otago, June 5th. MELBOURNE, June 9. It is expected that a comet will be visible in Australia some time during the next few days. The matter of the address to the Irish people, signed by Messrs Longmore, Duffy, Brophy, O'Callaghan, and Toohey was again under discussion in the Legislative Assembly last night. HOKITIKA, June 8. The continuous downpour of rain since Sunday last has culminated in the severest flood that has occurred here for some years past. Waipara river has overflowed its banks and swept away part of the railway line between there and Rosland. WELLINGTON, June 9. The Governor will pay a visit to Dunedin, Christchurch, and Nelson, and will proceed to Auckland later in the month. The following is the result of the Pigeon Flying Race from Ashburton this day:— Mr A. Turnbull's Bluestar, time 2h 31m 5s; Mr G. Smith's Tiny, time 2h 31m 40s; Mr H. Ferguson's Judy, time 3h 30m. WELLINGTON, June 8. Following report from the Standing Orders Committee was brought up to-day:—The Standing Orders Committee have the honour to recommend that the subjoined amendments of the Standing Orders be adopted. AVON. The Licensing Committee for the Avon district sat at noon this day, at the Richmond Hotel, when the following applications were considered and granted. bbox=[149, 814, 278, 1081]
column-text-texture: To the Editor of the GLOBE. Sir,—Under "Echoes" last night there is a statement that the library of the Christchurch Institute is a very poor one, and that it is insufficiently supplied with books of reference. David McKevin, on remand from Wellington, was charged at the R.M. Court this morning, before Mr Ollivier, R.M., with the above offence. Mr McConnel appeared for accused. John Glanville, a bookmaker, deposed that about 11.30 p.m. on June 6th he was sitting in his house. [Before C. Whitefoord, Esq., R.M., and R. Westenra, Esq., J.P.] DRUNKENNESS.—For a first offence, a man was fined 5s, and costs. [PRESS ASSOCIATION TELEGRAM.] NEW PLYMOUTH, June 8. The following is Hiroki's confession made to Mr Brown and Mr John Sheehan before execution:— [PRESS ASSOCIATION TELEGRAM.] DUNEDIN, June 8. The new engineer to the Harbour Board, Mr Barr, reported to the Board to-day. bbox=[424, 860, 553, 1022]
bantams-heading: BANTAMS. bbox=[609, 217, 643, 225]
divider bbox=[714, 356, 815, 357]
brahmas-heading: BRAHMAS. bbox=[609, 105, 644, 113]
column-1-filler bbox=[12, 409, 141, 2507]
australian-heading: AUSTRALIAN. bbox=[180, 189, 248, 200]
australia-heading: AUSTRALIA. bbox=[727, 311, 801, 324]
column-text-texture: ACCIDENT.—Yesterday morning as a solitary lady named Vickery was crossing the South belt, opposite the Terminus Hotel, her foot caught in the tram rail, and she fell, her face being cut by coming in contact with the other rail. She was at once placed in a cab, and taken to the Hospital, by which time she had recovered consciousness, and preferred to be taken to her home. The injuries sustained are not very serious. CHILDREN'S FETE DRESS BALL.—This very interesting ball will take place at the Exhibition building on Tuesday, 4th July, commencing at seven o'clock and terminating at twelve o'clock. There will be about 400 children invited, but none over sixteen years of age, and every one must come in a fancy dress. The lovers of the mazy dance will take the floor, the floor of the Western section at the back of the canal of invitation. WARDENS.—The usual monthly meeting of the school committee was held on Tuesday evening. Present—Messrs Macdonald (chairman), Stevington, Morrice and Griffiths. Correspondence was received from the Board of Education re salaries. Letters were read from Mr and Mrs Brook, tendering their resignation, owing to the affairs having been appointed to the Lobster School. ASHBURTON CHARITABLE AID BOARD.—A meeting of the Ashburton Hospital and Charitable Aid Board was held on Wednesday last, when it was decided, in reply to a letter from the Government, that the Board would have to take charge of the indigent patients of the district. ASHBURTON HIGH SCHOOL BOARD.—The usual meeting of this Board was held on Wednesday, when the Mayor presided. Present—Messrs Hunt, Mr and Ivess and Saunders. Resolved that the resignation of the Secretary be accepted, and that the Chairman be requested to write to the Government. ALLEGED FRAUDULENT BANKRUPTCY.—A charge of fraudulent bankruptcy was heard at the Magistrate's Court, and the accused was remanded on bail for eight days. bbox=[12, 409, 141, 757]
cochin-prizes: Class 23, buff Cochin cocks, 1st prize, Mrs Lowe; 2nd, W. Hunter. Class 24, buff Cochin hens, 1st prize, Mrs Lowe. bbox=[562, 153, 691, 177]
hamburghs-heading: HAMBURGHS. bbox=[604, 180, 649, 188]
parliamentary-report: WELLINGTON, June 8. Following report from the Standing Orders Committee was brought up to-day:—The Standing Orders Committee have the honour to recommend that the subjoined amendments of the Standing Orders be adopted. bbox=[149, 449, 278, 489]
correspondence-heading: CORRESPONDENCE. bbox=[425, 37, 554, 57]
licensing-continued-2: Hamilton, New Brighton Hotel, New Brighton. John Saunders, Beach Hotel, Riccarton. Rhodes, Plough Hotel, Yaldhurst. All granted. bbox=[287, 67, 416, 91]
column-text-texture: Class 1, black-breasted red game cocks, 1st and special prizes, G. C. Plummer. Class 2, brown-breasted or ginger red game cocks, 1st prize, A. Johnston; 2nd, J. Caine. Class 14, dark Brahma cocks, 1st prize, J. Wheeler; 2nd, H. J. Cooper. Class 15, light Brahma hens, 1st prize, W. Clark. Class 23, buff Cochin cocks, 1st prize, Mrs Lowe; 2nd, W. Hunter. Class 24, buff Cochin hens, 1st prize, Mrs Lowe. Class 40, golden pencilled Hamburgh cocks, 1st prize, G. C. Plummer. Class 41, silver spangled Hamburgh hens, 1st prize, W. Stone. Class 71, game bantam cocks, 1st prize, W. Hunter; 2nd, G. Pope. Class 72, game bantam hens, 1st prize, W. Hunter. bbox=[562, 369, 691, 482]
divider bbox=[164, 185, 265, 186]
bantam-prizes: Class 71, game bantam cocks, 1st prize, W. Hunter; 2nd, G. Pope. Class 72, game bantam hens, 1st prize, W. Hunter. bbox=[562, 227, 691, 251]
pigeon-race-report: The following is the result of the Pigeon Flying Race from Ashburton this day:— Mr A. Turnbull's Bluestar, time 2h 31m 5s; Mr G. Smith's Tiny, time 2h 31m 40s; Mr H. Ferguson's Judy, time 3h 30m. bbox=[149, 379, 278, 419]
column-4 bbox=[421, 33, 559, 1383]
column-2-filler bbox=[150, 545, 279, 2158]
divider bbox=[301, 96, 402, 97]
magisterial-report: [Before C. Whitefoord, Esq., R.M., and R. Westenra, Esq., J.P.] DRUNKENNESS.—For a first offence, a man was fined 5s, and costs. bbox=[424, 232, 553, 256]
hamburgh-prizes: Class 40, golden pencilled Hamburgh cocks, 1st prize, G. C. Plummer. Class 41, silver spangled Hamburgh hens, 1st prize, W. Stone. bbox=[562, 190, 691, 214]
prize-list-heading: PRIZE LIST. bbox=[607, 49, 645, 56]
divider bbox=[301, 157, 402, 158]
column-text-texture: LONDON, June 8. The race for the Ascot Cup to-day resulted as follows:— Foxhall 1 / Faugh-a-Ballagh 2 / Petronel 3 Arrived—Lord Tredegar from Timaru, March 7th; Margaret Galbraith, from Otago, June 5th. MELBOURNE, June 9. It is expected that a comet will be visible in Australia some time during the next few days. The matter of the address to the Irish people, signed by Messrs Longmore, Duffy, Brophy, O'Callaghan, and Toohey was again under discussion in the Legislative Assembly last night. HOKITIKA, June 8. The continuous downpour of rain since Sunday last has culminated in the severest flood that has occurred here for some years past. Waipara river has overflowed its banks and swept away part of the railway line between there and Rosland. WELLINGTON, June 9. The Governor will pay a visit to Dunedin, Christchurch, and Nelson, and will proceed to Auckland later in the month. The following is the result of the Pigeon Flying Race from Ashburton this day:— Mr A. Turnbull's Bluestar, time 2h 31m 5s; Mr G. Smith's Tiny, time 2h 31m 40s; Mr H. Ferguson's Judy, time 3h 30m. WELLINGTON, June 8. Following report from the Standing Orders Committee was brought up to-day:—The Standing Orders Committee have the honour to recommend that the subjoined amendments of the Standing Orders be adopted. AVON. The Licensing Committee for the Avon district sat at noon this day, at the Richmond Hotel, when the following applications were considered and granted. bbox=[149, 1352, 278, 1619]
column-2 bbox=[146, 33, 284, 2157]
shooting-heading: SHOOTING WITH INTENT TO KILL. bbox=[427, 122, 551, 144]
article-bankruptcy: ALLEGED FRAUDULENT BANKRUPTCY.—A charge of fraudulent bankruptcy was heard at the Magistrate's Court, and the accused was remanded on bail for eight days. bbox=[12, 374, 141, 407]
our-library-heading: OUR LIBRARY. bbox=[458, 61, 519, 70]
columns bbox=[8, 33, 1108, 2507]
column-text-texture: ACCIDENT.—Yesterday morning as a solitary lady named Vickery was crossing the South belt, opposite the Terminus Hotel, her foot caught in the tram rail, and she fell, her face being cut by coming in contact with the other rail. She was at once placed in a cab, and taken to the Hospital, by which time she had recovered consciousness, and preferred to be taken to her home. The injuries sustained are not very serious. CHILDREN'S FETE DRESS BALL.—This very interesting ball will take place at the Exhibition building on Tuesday, 4th July, commencing at seven o'clock and terminating at twelve o'clock. There will be about 400 children invited, but none over sixteen years of age, and every one must come in a fancy dress. The lovers of the mazy dance will take the floor, the floor of the Western section at the back of the canal of invitation. WARDENS.—The usual monthly meeting of the school committee was held on Tuesday evening. Present—Messrs Macdonald (chairman), Stevington, Morrice and Griffiths. Correspondence was received from the Board of Education re salaries. Letters were read from Mr and Mrs Brook, tendering their resignation, owing to the affairs having been appointed to the Lobster School. ASHBURTON CHARITABLE AID BOARD.—A meeting of the Ashburton Hospital and Charitable Aid Board was held on Wednesday last, when it was decided, in reply to a letter from the Government, that the Board would have to take charge of the indigent patients of the district. ASHBURTON HIGH SCHOOL BOARD.—The usual meeting of this Board was held on Wednesday, when the Mayor presided. Present—Messrs Hunt, Mr and Ivess and Saunders. Resolved that the resignation of the Secretary be accepted, and that the Chairman be requested to write to the Government. ALLEGED FRAUDULENT BANKRUPTCY.—A charge of fraudulent bankruptcy was heard at the Magistrate's Court, and the accused was remanded on bail for eight days. bbox=[12, 1459, 141, 1807]
column-3-filler bbox=[287, 351, 416, 1527]
hiroki-report: [PRESS ASSOCIATION TELEGRAM.] NEW PLYMOUTH, June 8. The following is Hiroki's confession made to Mr Brown and Mr John Sheehan before execution:— bbox=[424, 279, 553, 311]
cable-report: LONDON, June 7. There are no changes to report in the money markets or for colonial produce. At the wool sale to-day 11,000 bales were catalogued. Prices are firm. bbox=[699, 270, 828, 302]
divider bbox=[439, 200, 540, 201]
column-text-texture: ACCIDENT.—Yesterday morning as a solitary lady named Vickery was crossing the South belt, opposite the Terminus Hotel, her foot caught in the tram rail, and she fell, her face being cut by coming in contact with the other rail. She was at once placed in a cab, and taken to the Hospital, by which time she had recovered consciousness, and preferred to be taken to her home. The injuries sustained are not very serious. CHILDREN'S FETE DRESS BALL.—This very interesting ball will take place at the Exhibition building on Tuesday, 4th July, commencing at seven o'clock and terminating at twelve o'clock. There will be about 400 children invited, but none over sixteen years of age, and every one must come in a fancy dress. The lovers of the mazy dance will take the floor, the floor of the Western section at the back of the canal of invitation. WARDENS.—The usual monthly meeting of the school committee was held on Tuesday evening. Present—Messrs Macdonald (chairman), Stevington, Morrice and Griffiths. Correspondence was received from the Board of Education re salaries. Letters were read from Mr and Mrs Brook, tendering their resignation, owing to the affairs having been appointed to the Lobster School. ASHBURTON CHARITABLE AID BOARD.—A meeting of the Ashburton Hospital and Charitable Aid Board was held on Wednesday last, when it was decided, in reply to a letter from the Government, that the Board would have to take charge of the indigent patients of the district. ASHBURTON HIGH SCHOOL BOARD.—The usual meeting of this Board was held on Wednesday, when the Mayor presided. Present—Messrs Hunt, Mr and Ivess and Saunders. Resolved that the resignation of the Secretary be accepted, and that the Chairman be requested to write to the Government. ALLEGED FRAUDULENT BANKRUPTCY.—A charge of fraudulent bankruptcy was heard at the Magistrate's Court, and the accused was remanded on bail for eight days. bbox=[12, 1809, 141, 2157]
column-text-texture: Class 1, black-breasted red game cocks, 1st and special prizes, G. C. Plummer. Class 2, brown-breasted or ginger red game cocks, 1st prize, A. Johnston; 2nd, J. Caine. Class 14, dark Brahma cocks, 1st prize, J. Wheeler; 2nd, H. J. Cooper. Class 15, light Brahma hens, 1st prize, W. Clark. Class 23, buff Cochin cocks, 1st prize, Mrs Lowe; 2nd, W. Hunter. Class 24, buff Cochin hens, 1st prize, Mrs Lowe. Class 40, golden pencilled Hamburgh cocks, 1st prize, G. C. Plummer. Class 41, silver spangled Hamburgh hens, 1st prize, W. Stone. Class 71, game bantam cocks, 1st prize, W. Hunter; 2nd, G. Pope. Class 72, game bantam hens, 1st prize, W. Hunter. bbox=[562, 600, 691, 713]
column-text-texture: Class 123, goldfinch mules, dark, 1st and 2nd prizes, H. Jones. Mr W. Hobbs, best pair of game birds, G. C. Plummer. Mr Cowell, best pair of Brahmas, J. Wheeler. Mr R. Wilkin, best collection of poultry, G. C. Plummer. LONDON, June 7. The cricket match between the Australians and the Yorkshire County Eleven was resumed to-day. The Home team, who had first innings, were all out for 216. The Australians were dismissed for 202. LONDON, June 7. There are no changes to report in the money markets or for colonial produce. At the wool sale to-day 11,000 bales were catalogued. Prices are firm. MELBOURNE, June 8. A select committee of the Legislative Assembly has been appointed to inquire into the working of the Education Act. AUCKLAND, June 8. Pakara and Kipa were committed for trial. DUNEDIN, June 8. Mr Butler, Mr Macandrew, and Mr Wales sail for Wellington. bbox=[699, 722, 828, 876]
divider bbox=[714, 99, 815, 100]
divider bbox=[301, 295, 402, 296]
column-text-texture: ACCIDENT.—Yesterday morning as a solitary lady named Vickery was crossing the South belt, opposite the Terminus Hotel, her foot caught in the tram rail, and she fell, her face being cut by coming in contact with the other rail. She was at once placed in a cab, and taken to the Hospital, by which time she had recovered consciousness, and preferred to be taken to her home. The injuries sustained are not very serious. CHILDREN'S FETE DRESS BALL.—This very interesting ball will take place at the Exhibition building on Tuesday, 4th July, commencing at seven o'clock and terminating at twelve o'clock. There will be about 400 children invited, but none over sixteen years of age, and every one must come in a fancy dress. The lovers of the mazy dance will take the floor, the floor of the Western section at the back of the canal of invitation. WARDENS.—The usual monthly meeting of the school committee was held on Tuesday evening. Present—Messrs Macdonald (chairman), Stevington, Morrice and Griffiths. Correspondence was received from the Board of Education re salaries. Letters were read from Mr and Mrs Brook, tendering their resignation, owing to the affairs having been appointed to the Lobster School. ASHBURTON CHARITABLE AID BOARD.—A meeting of the Ashburton Hospital and Charitable Aid Board was held on Wednesday last, when it was decided, in reply to a letter from the Government, that the Board would have to take charge of the indigent patients of the district. ASHBURTON HIGH SCHOOL BOARD.—The usual meeting of this Board was held on Wednesday, when the Mayor presided. Present—Messrs Hunt, Mr and Ivess and Saunders. Resolved that the resignation of the Secretary be accepted, and that the Chairman be requested to write to the Government. ALLEGED FRAUDULENT BANKRUPTCY.—A charge of fraudulent bankruptcy was heard at the Magistrate's Court, and the accused was remanded on bail for eight days. bbox=[12, 2159, 141, 2507]
column-text-texture: To the Editor of the GLOBE. Sir,—Under "Echoes" last night there is a statement that the library of the Christchurch Institute is a very poor one, and that it is insufficiently supplied with books of reference. David McKevin, on remand from Wellington, was charged at the R.M. Court this morning, before Mr Ollivier, R.M., with the above offence. Mr McConnel appeared for accused. John Glanville, a bookmaker, deposed that about 11.30 p.m. on June 6th he was sitting in his house. [Before C. Whitefoord, Esq., R.M., and R. Westenra, Esq., J.P.] DRUNKENNESS.—For a first offence, a man was fined 5s, and costs. [PRESS ASSOCIATION TELEGRAM.] NEW PLYMOUTH, June 8. The following is Hiroki's confession made to Mr Brown and Mr John Sheehan before execution:— [PRESS ASSOCIATION TELEGRAM.] DUNEDIN, June 8. The new engineer to the Harbour Board, Mr Barr, reported to the Board to-day. bbox=[424, 533, 553, 694]
special-prizes-heading: SPECIAL PRIZES. bbox=[736, 52, 791, 60]
divider bbox=[714, 307, 815, 308]
